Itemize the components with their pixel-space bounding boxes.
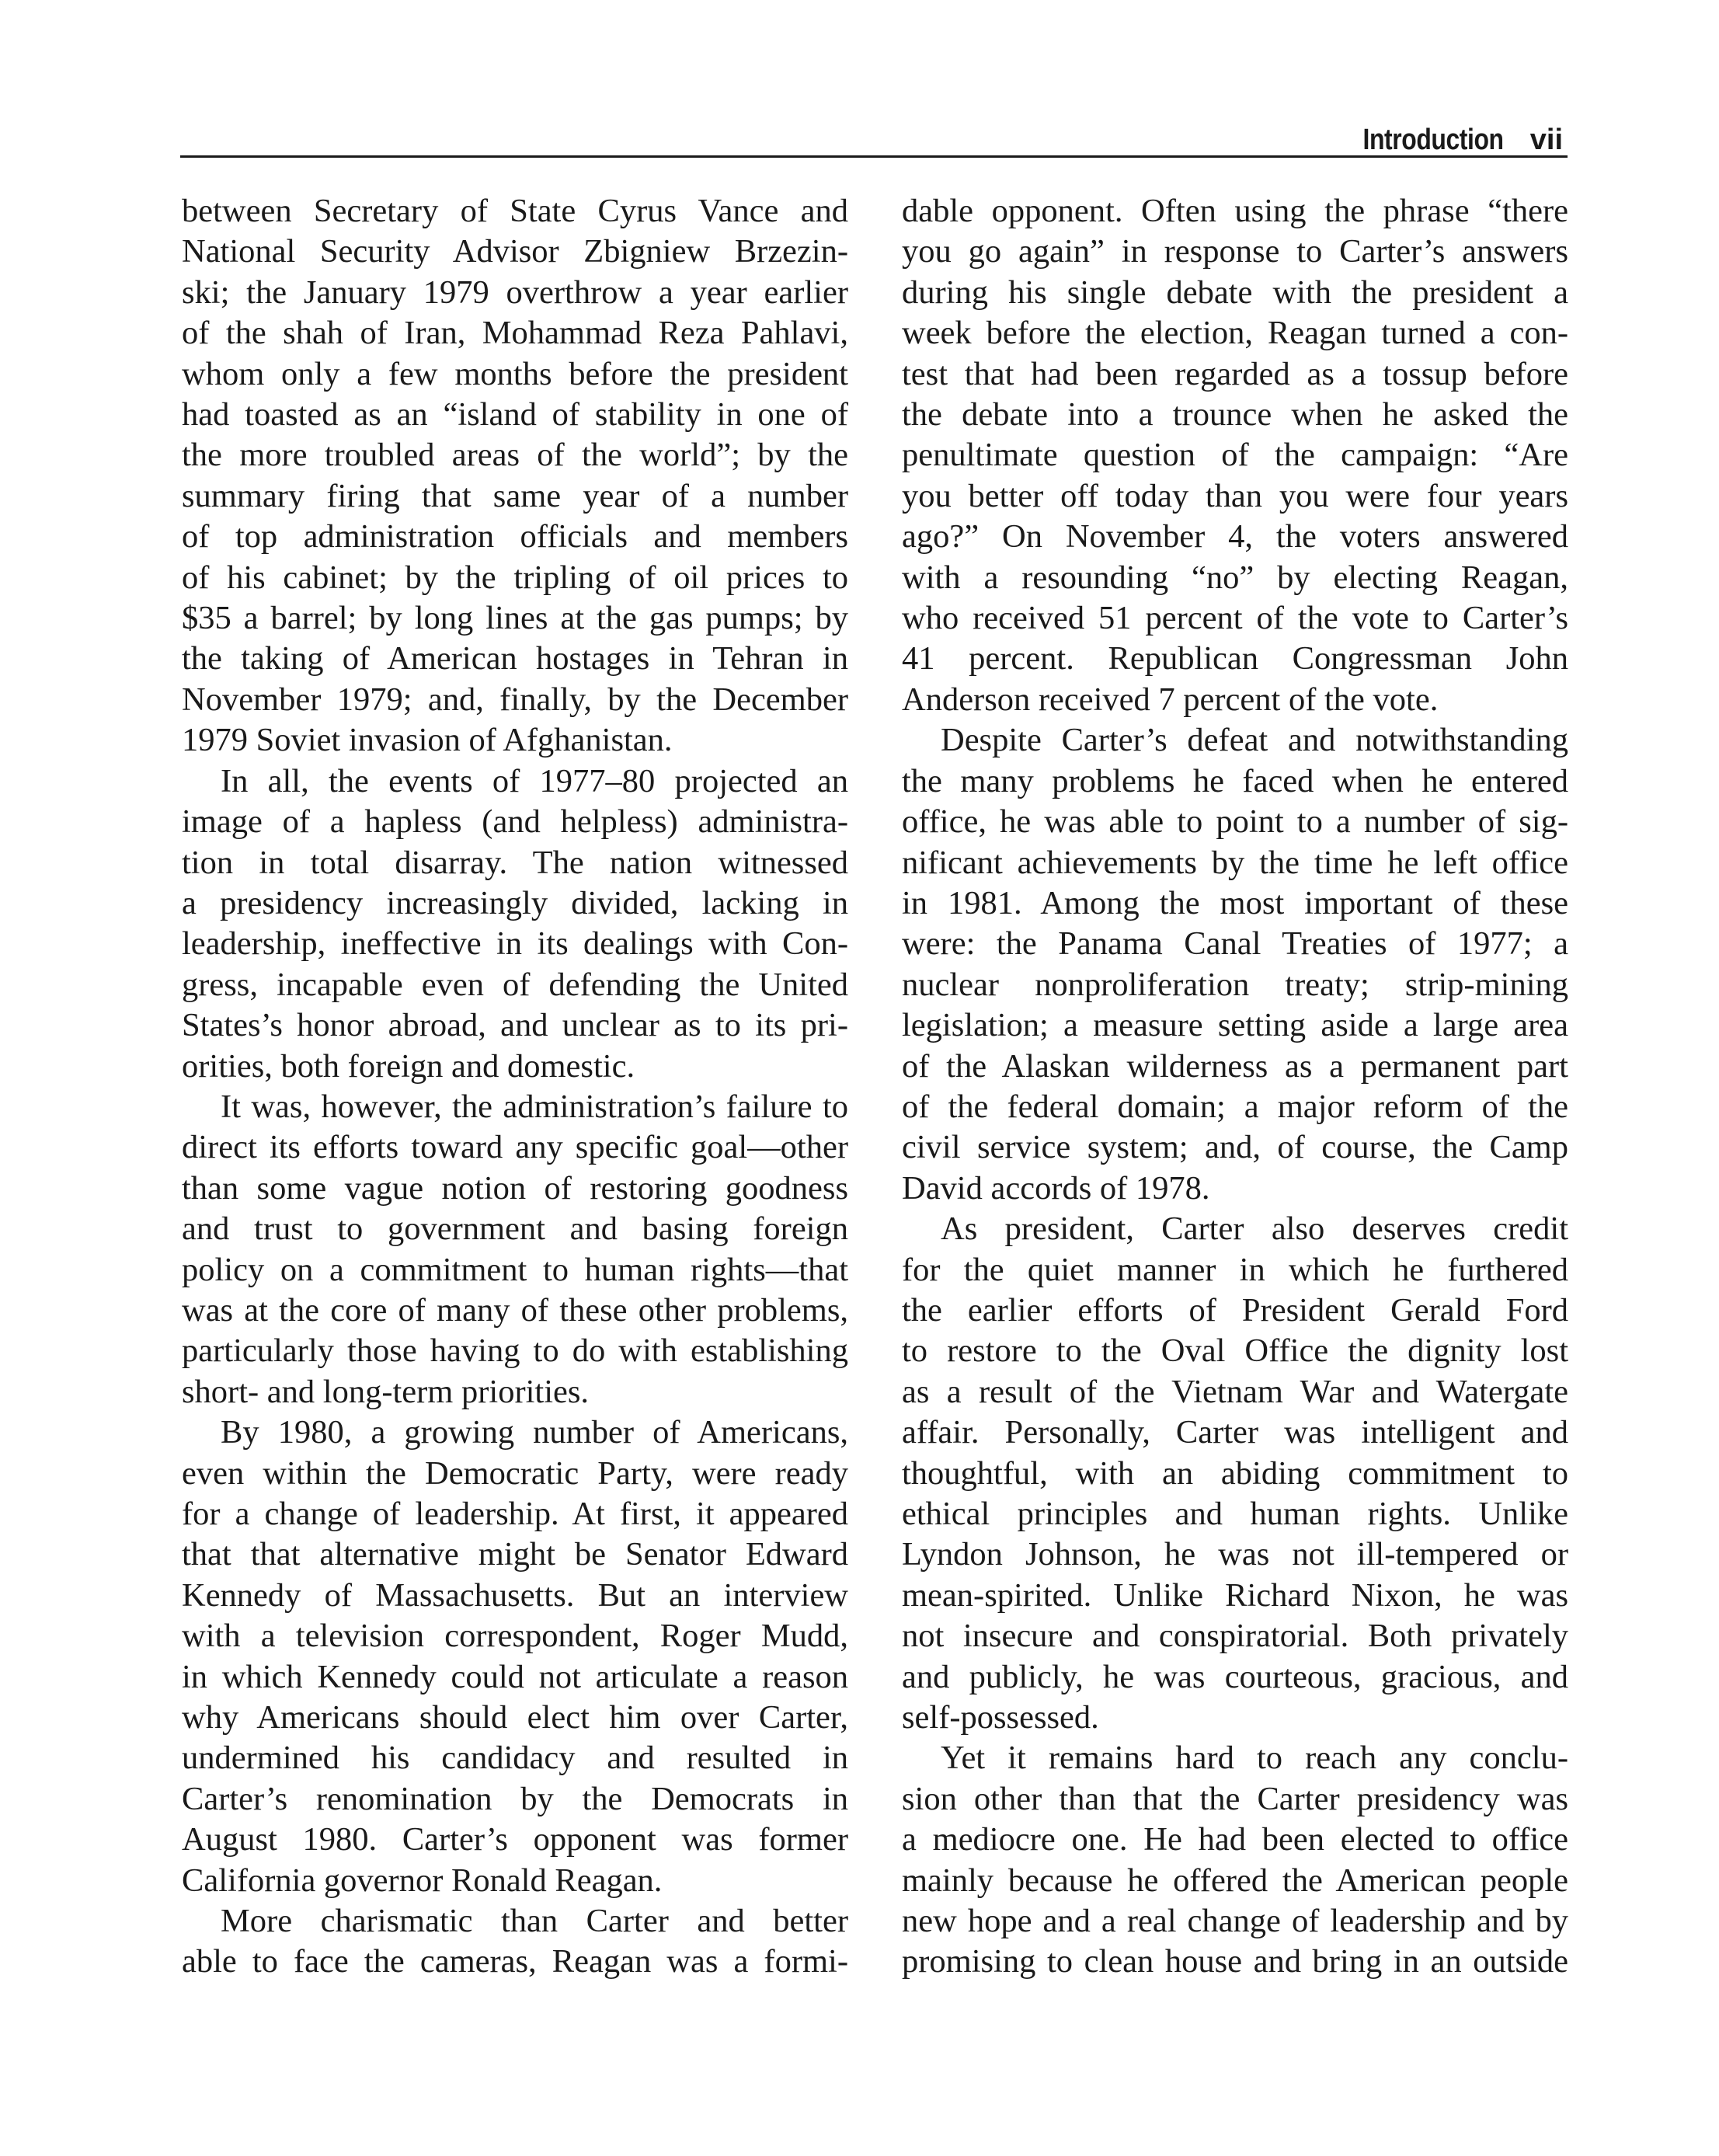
text-line: particularly those having to do with establishing (182, 1332, 848, 1370)
text-line: the many problems he faced when he entered (902, 762, 1568, 799)
text-line: nificant achievements by the time he left office (902, 844, 1568, 881)
paragraph (902, 1738, 1568, 1982)
paragraph (182, 1412, 848, 1901)
text-line: in which Kennedy could not articulate a reason (182, 1658, 848, 1695)
text-line: who received 51 percent of the vote to Carter’s (902, 600, 1568, 637)
right-column (902, 191, 1568, 1983)
text-line: for a change of leadership. At first, it appeared (182, 1496, 848, 1532)
text-line: in 1981. Among the most important of these (902, 884, 1568, 921)
text-line: self-possessed. (902, 1699, 1099, 1736)
text-line: California governor Ronald Reagan. (182, 1862, 663, 1899)
text-line: More charismatic than Carter and better (221, 1903, 848, 1940)
text-line: Despite Carter’s defeat and notwithstanding (941, 722, 1568, 759)
text-line: undermined his candidacy and resulted in (182, 1740, 848, 1777)
text-line: nuclear nonproliferation treaty; strip-mining (902, 966, 1568, 1003)
text-line: whom only a few months before the president (182, 355, 848, 392)
text-line: with a resounding “no” by electing Reagan, (902, 559, 1568, 596)
text-line: ski; the January 1979 overthrow a year earlier (182, 273, 848, 311)
text-line: of top administration officials and members (182, 518, 848, 556)
text-line: the debate into a trounce when he asked the (902, 396, 1568, 434)
text-line: during his single debate with the president a (902, 273, 1568, 311)
text-line: not insecure and conspiratorial. Both privately (902, 1618, 1568, 1655)
text-line: November 1979; and, finally, by the December (182, 681, 848, 718)
text-line: had toasted as an “island of stability in one of (182, 396, 848, 434)
text-line: promising to clean house and bring in an outside (902, 1943, 1568, 1980)
text-line: even within the Democratic Party, were ready (182, 1454, 848, 1492)
text-line: August 1980. Carter’s opponent was former (182, 1821, 848, 1858)
text-line: gress, incapable even of defending the United (182, 966, 848, 1003)
text-line: as a result of the Vietnam War and Watergate (902, 1373, 1568, 1410)
text-line: States’s honor abroad, and unclear as to its pri- (182, 1007, 848, 1044)
text-line: why Americans should elect him over Carter, (182, 1699, 848, 1736)
text-line: As president, Carter also deserves credit (941, 1210, 1568, 1248)
text-line: summary firing that same year of a number (182, 477, 848, 514)
text-line: policy on a commitment to human rights—that (182, 1251, 848, 1288)
text-line: were: the Panama Canal Treaties of 1977; a (902, 925, 1568, 963)
text-line: of the shah of Iran, Mohammad Reza Pahlavi, (182, 315, 848, 352)
text-line: sion other than that the Carter presidency was (902, 1780, 1568, 1817)
text-line: It was, however, the administration’s failure to (221, 1088, 848, 1125)
text-line: civil service system; and, of course, the Camp (902, 1129, 1568, 1166)
text-line: affair. Personally, Carter was intelligent and (902, 1414, 1568, 1451)
text-line: that that alternative might be Senator Edward (182, 1536, 848, 1573)
text-line: and trust to government and basing foreign (182, 1210, 848, 1248)
text-line: able to face the cameras, Reagan was a formi- (182, 1943, 848, 1980)
text-line: National Security Advisor Zbigniew Brzezin- (182, 233, 848, 270)
text-line: a presidency increasingly divided, lacking in (182, 884, 848, 921)
text-line: orities, both foreign and domestic. (182, 1047, 635, 1085)
paragraph (182, 1901, 848, 1983)
text-line: new hope and a real change of leadership and by (902, 1903, 1568, 1940)
paragraph (902, 1209, 1568, 1738)
text-line: 1979 Soviet invasion of Afghanistan. (182, 722, 673, 759)
text-line: image of a hapless (and helpless) administra- (182, 803, 848, 841)
paragraph (182, 1087, 848, 1412)
text-line: legislation; a measure setting aside a large area (902, 1007, 1568, 1044)
text-line: ethical principles and human rights. Unlike (902, 1496, 1568, 1532)
text-line: Yet it remains hard to reach any conclu- (941, 1740, 1568, 1777)
text-line: of the Alaskan wilderness as a permanent part (902, 1047, 1568, 1085)
text-line: thoughtful, with an abiding commitment to (902, 1454, 1568, 1492)
text-line: office, he was able to point to a number of sig- (902, 803, 1568, 841)
text-line: In all, the events of 1977–80 projected an (221, 762, 848, 799)
text-line: Anderson received 7 percent of the vote. (902, 681, 1439, 718)
text-line: week before the election, Reagan turned a con- (902, 315, 1568, 352)
text-line: mean-spirited. Unlike Richard Nixon, he was (902, 1576, 1568, 1614)
text-line: to restore to the Oval Office the dignity lost (902, 1332, 1568, 1370)
header-rule (180, 155, 1568, 158)
text-line: 41 percent. Republican Congressman John (902, 640, 1568, 677)
text-line: mainly because he offered the American people (902, 1862, 1568, 1899)
paragraph (182, 761, 848, 1087)
text-line: you better off today than you were four years (902, 477, 1568, 514)
running-head-title: Introduction (1362, 124, 1504, 156)
paragraph (902, 720, 1568, 1209)
text-line: dable opponent. Often using the phrase “there (902, 193, 1568, 229)
paragraph (902, 191, 1568, 720)
text-line: tion in total disarray. The nation witnessed (182, 844, 848, 881)
text-line: ago?” On November 4, the voters answered (902, 518, 1568, 556)
text-line: was at the core of many of these other problems, (182, 1291, 848, 1329)
text-line: between Secretary of State Cyrus Vance and (182, 193, 848, 229)
text-line: David accords of 1978. (902, 1169, 1210, 1207)
page-number: vii (1529, 124, 1563, 156)
text-line: $35 a barrel; by long lines at the gas pumps; by (182, 600, 848, 637)
text-line: penultimate question of the campaign: “Are (902, 437, 1568, 474)
text-line: short- and long-term priorities. (182, 1373, 590, 1410)
text-line: Kennedy of Massachusetts. But an interview (182, 1576, 848, 1614)
text-line: for the quiet manner in which he furthered (902, 1251, 1568, 1288)
running-head (180, 117, 1568, 157)
text-line: the taking of American hostages in Tehran in (182, 640, 848, 677)
text-line: the more troubled areas of the world”; by the (182, 437, 848, 474)
text-line: leadership, ineffective in its dealings with Con- (182, 925, 848, 963)
text-line: a mediocre one. He had been elected to office (902, 1821, 1568, 1858)
text-line: test that had been regarded as a tossup before (902, 355, 1568, 392)
paragraph (182, 191, 848, 761)
text-line: of his cabinet; by the tripling of oil prices to (182, 559, 848, 596)
text-line: the earlier efforts of President Gerald Ford (902, 1291, 1568, 1329)
text-line: By 1980, a growing number of Americans, (221, 1414, 848, 1451)
text-line: direct its efforts toward any specific goal—other (182, 1129, 848, 1166)
text-line: of the federal domain; a major reform of the (902, 1088, 1568, 1125)
text-line: and publicly, he was courteous, gracious, and (902, 1658, 1568, 1695)
text-line: than some vague notion of restoring goodness (182, 1169, 848, 1207)
left-column (182, 191, 848, 1983)
text-line: with a television correspondent, Roger Mudd, (182, 1618, 848, 1655)
text-line: Lyndon Johnson, he was not ill-tempered or (902, 1536, 1568, 1573)
text-line: you go again” in response to Carter’s answers (902, 233, 1568, 270)
text-line: Carter’s renomination by the Democrats in (182, 1780, 848, 1817)
